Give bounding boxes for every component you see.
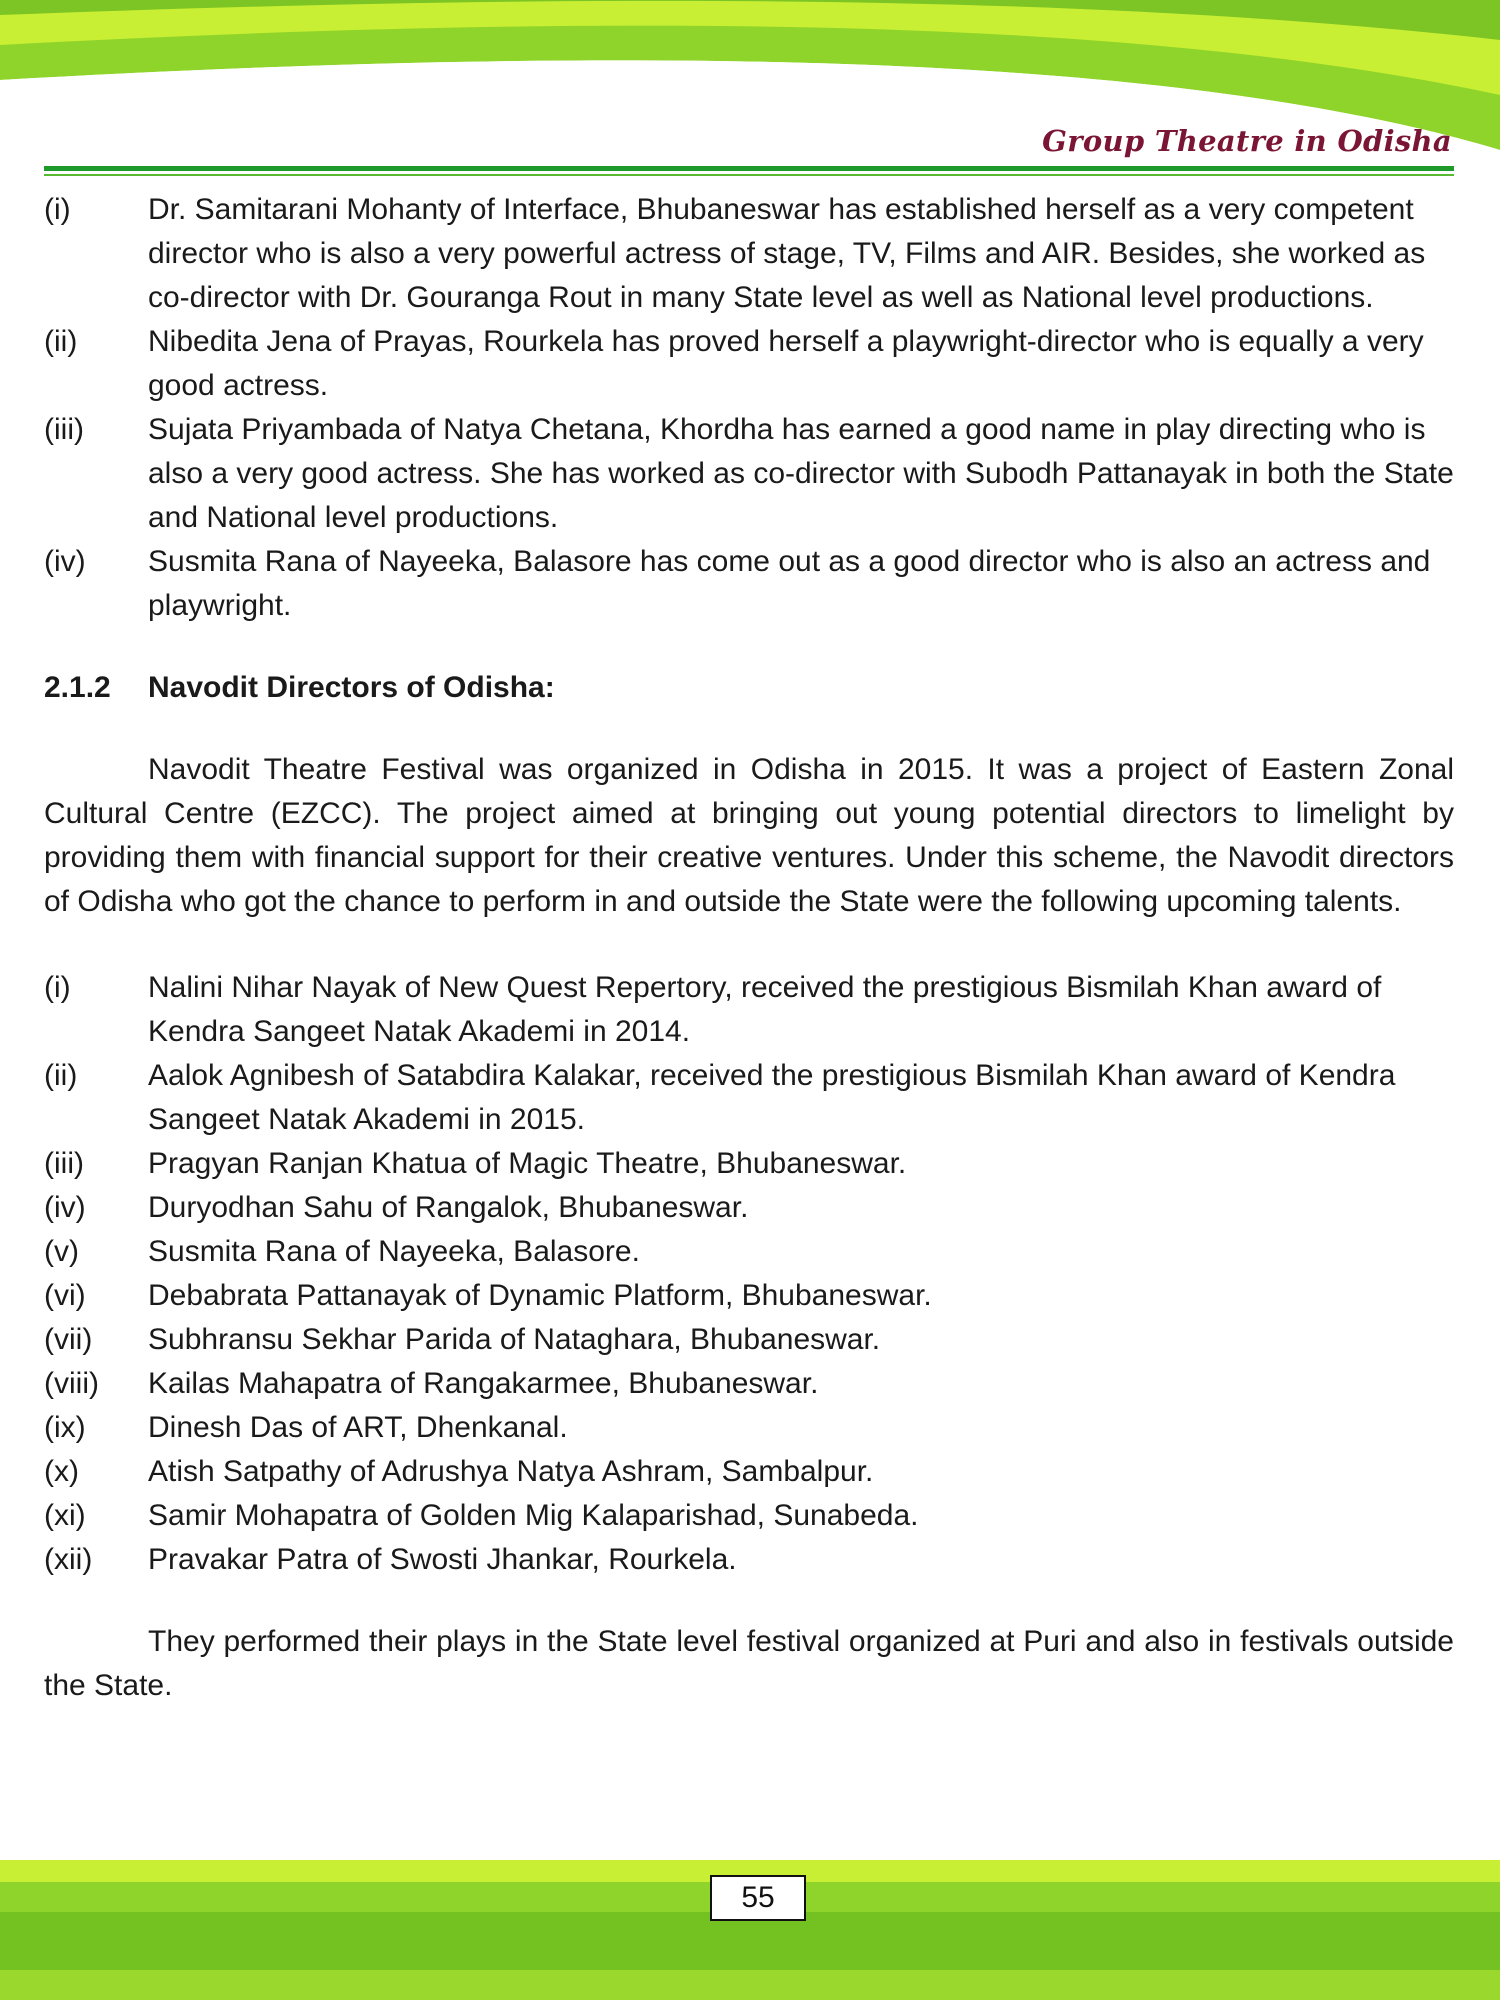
list-item-number: (i) (44, 971, 71, 1004)
list-item-number: (vii) (44, 1323, 93, 1356)
list-item (44, 1362, 1454, 1406)
list-item (44, 320, 1454, 408)
header-rule-thin (44, 174, 1454, 176)
list-item-number: (iii) (44, 413, 84, 446)
header-rule (44, 166, 1454, 171)
list-item-number: (ii) (44, 1059, 78, 1092)
list-item-text: Aalok Agnibesh of Satabdira Kalakar, received the prestigious Bismilah Khan award of Kendra Sangeet Natak Akademi in 2015. (148, 1059, 1396, 1136)
list-item-text: Susmita Rana of Nayeeka, Balasore has come out as a good director who is also an actress and playwright. (148, 545, 1431, 622)
page-content (44, 188, 1454, 1708)
list-item-text: Subhransu Sekhar Parida of Nataghara, Bhubaneswar. (148, 1323, 881, 1356)
list-item-number: (ii) (44, 325, 78, 358)
list-item (44, 408, 1454, 540)
list-item (44, 1318, 1454, 1362)
list-item (44, 1142, 1454, 1186)
list-item (44, 966, 1454, 1054)
list-item-number: (i) (44, 193, 71, 226)
list-item-number: (xii) (44, 1543, 93, 1576)
closing-paragraph: They performed their plays in the State level festival organized at Puri and also in festivals outside the State. (44, 1625, 1454, 1702)
list-item-number: (ix) (44, 1411, 86, 1444)
list-item-text: Nibedita Jena of Prayas, Rourkela has proved herself a playwright-director who is equally a very good actress. (148, 325, 1424, 402)
intro-paragraph: Navodit Theatre Festival was organized in Odisha in 2015. It was a project of Eastern Zonal Cultural Centre (EZCC). The project aimed at bringing out young potential directors to limelight by providing them with financial support for their creative ventures. Under this scheme, the Navodit directors of Odisha who got the chance to perform in and outside the State were the following upcoming talents. (44, 753, 1454, 918)
women-directors-list (44, 188, 1454, 628)
list-item-number: (v) (44, 1235, 79, 1268)
list-item-text: Debabrata Pattanayak of Dynamic Platform, Bhubaneswar. (148, 1279, 932, 1312)
list-item (44, 1186, 1454, 1230)
list-item-text: Dr. Samitarani Mohanty of Interface, Bhubaneswar has established herself as a very competent director who is also a very powerful actress of stage, TV, Films and AIR. Besides, she worked as co-director with Dr. Gouranga Rout in many State level as well as National level productions. (148, 193, 1426, 314)
list-item-text: Pravakar Patra of Swosti Jhankar, Rourkela. (148, 1543, 737, 1576)
list-item-number: (vi) (44, 1279, 86, 1312)
list-item-text: Atish Satpathy of Adrushya Natya Ashram, Sambalpur. (148, 1455, 874, 1488)
list-item-number: (iv) (44, 1191, 86, 1224)
section-title: Navodit Directors of Odisha: (148, 671, 555, 704)
page-number: 55 (710, 1875, 806, 1921)
section-number: 2.1.2 (44, 671, 111, 704)
list-item-text: Susmita Rana of Nayeeka, Balasore. (148, 1235, 640, 1268)
list-item (44, 1406, 1454, 1450)
list-item-text: Nalini Nihar Nayak of New Quest Repertory, received the prestigious Bismilah Khan award of Kendra Sangeet Natak Akademi in 2014. (148, 971, 1382, 1048)
list-item-text: Kailas Mahapatra of Rangakarmee, Bhubaneswar. (148, 1367, 819, 1400)
list-item-text: Samir Mohapatra of Golden Mig Kalaparishad, Sunabeda. (148, 1499, 919, 1532)
list-item-number: (iii) (44, 1147, 84, 1180)
navodit-directors-list (44, 966, 1454, 1582)
list-item-number: (iv) (44, 545, 86, 578)
list-item (44, 1494, 1454, 1538)
list-item (44, 188, 1454, 320)
list-item (44, 1054, 1454, 1142)
list-item-text: Dinesh Das of ART, Dhenkanal. (148, 1411, 568, 1444)
list-item (44, 1538, 1454, 1582)
running-header-title: Group Theatre in Odisha (1042, 124, 1452, 158)
list-item-text: Sujata Priyambada of Natya Chetana, Khordha has earned a good name in play directing who is also a very good actress. She has worked as co-director with Subodh Pattanayak in both the State and National level productions. (148, 413, 1454, 534)
list-item-number: (x) (44, 1455, 79, 1488)
list-item-text: Duryodhan Sahu of Rangalok, Bhubaneswar. (148, 1191, 749, 1224)
list-item (44, 1450, 1454, 1494)
list-item-number: (xi) (44, 1499, 86, 1532)
list-item-text: Pragyan Ranjan Khatua of Magic Theatre, Bhubaneswar. (148, 1147, 907, 1180)
list-item-number: (viii) (44, 1367, 99, 1400)
list-item (44, 1230, 1454, 1274)
section-heading (44, 666, 1454, 710)
list-item (44, 1274, 1454, 1318)
list-item (44, 540, 1454, 628)
